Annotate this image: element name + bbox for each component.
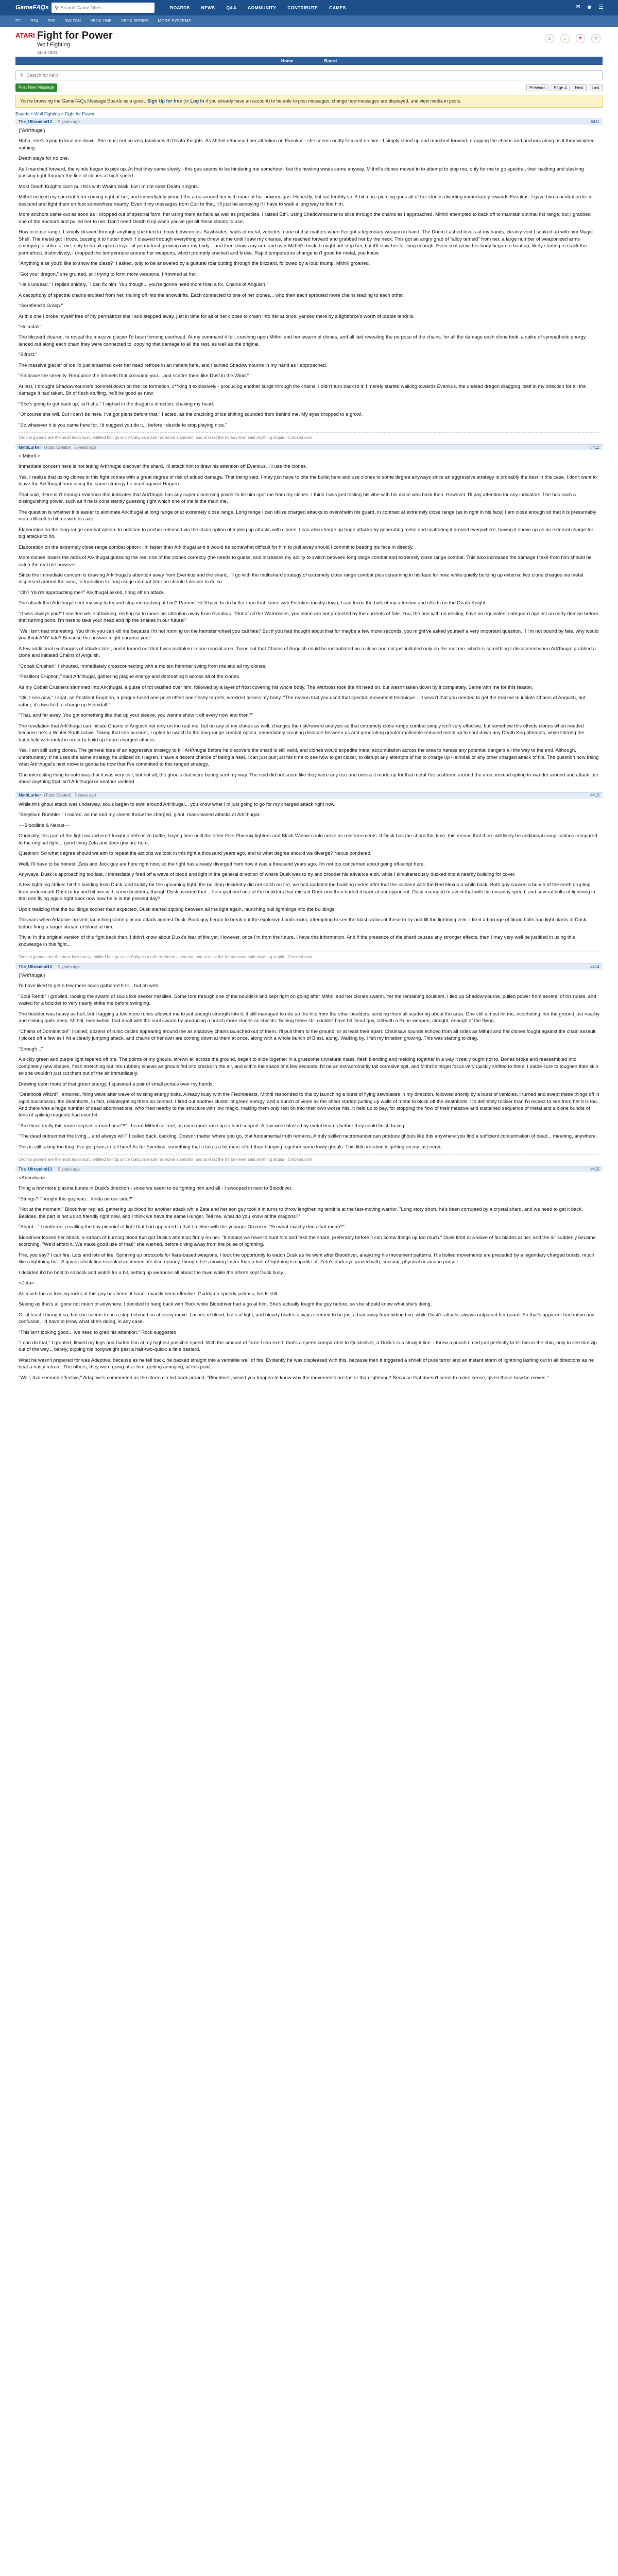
search-icon: ⚲ <box>55 5 58 10</box>
message-paragraph: "Got your dragon," she grunted, still trying to form more weapons. I frowned at her. <box>19 271 197 277</box>
message-paragraph: "Well, that seemed effective," Adaptive's commented as the storm circled back around. "Bloodriver, would you happen to know why the movements are faster than lightning? Because that doesn't seem to make sense, given those how he moves." <box>19 1375 549 1381</box>
message-body <box>15 125 603 443</box>
message-paragraph: The massive glacier of ice I'd just smashed over her head refroze in an instant here, and I tainted Shadowmourne in my hand as I approached. <box>19 362 328 368</box>
topic-creator-tag: (Topic Creator) <box>44 445 72 450</box>
message-paragraph: More anchors came out as soon as I dropped out of spectral form, her using them as flails as well as projectiles. I raised Ethi, using Shadowmourne to slice through the chains as I approached. Mithril attempted to back off to maintain optimal fist range, but I grabbed one of the anchors and pulled her to me. Don't need Death Grip when you've got all these chains to use. <box>19 212 591 225</box>
message-paragraph: "Pestilent Eruption," said Ark'thugal, gathering plague energy and detonating it across all of the clones. <box>19 674 241 680</box>
message-paragraph: "Heimdall." <box>19 324 43 330</box>
message-time: 5 years ago <box>58 1166 80 1172</box>
message-paragraph: At this one I broke myself free of my permafrost shell and stepped away, just in time for all of her clones to crash into her at once, yanked there by a lightforce's worth of purple tendrils. <box>19 313 415 319</box>
message-post <box>15 963 603 1165</box>
message-paragraph: {"Ark'thugal} <box>19 127 45 133</box>
message-paragraph: Yes, I realize that using clones in this fight comes with a great degree of risk of added damage. That being said, I may just have to bite the bullet here and use clones to some degree anyways since an aggressive strategy is probably the best in this case. I don't want to leave the Ark'thugal from using the same strategy he used against Hagren. <box>19 474 597 487</box>
message-author[interactable]: MythLurker <box>19 445 41 450</box>
message-signature: Ordinal gamers are the most ludicrously entitled beings since Caligula made his horse a senator, and at least the horse never said anything stupid - Cracked.com <box>19 432 599 440</box>
message-paragraph: A few lightning strikes hit the building from Dusk, and luckily for the upcoming fight, the building decidedly did not catch on fire, we had updated the building codes after that the incident with the Red Nexus a while back. Both guy caused a bunch of the earth erupting from underneath Dusk to try and hit him with some boulders, though Dusk avoided that... Zeta grabbed one of the boulders that missed Dusk and then hurled it back at our opponent. Dusk managed to avoid that with his uncanny speed, and several bolts of lightning in that one flying again right back now how he is in the present day? <box>19 882 595 902</box>
message-header <box>15 963 603 970</box>
message-paragraph: While this ghoul attack was underway, souls began to swirl around Ark'thugal... you know what I'm just going to go for my charged attack right now. <box>19 801 336 807</box>
nav-community[interactable]: COMMUNITY <box>248 5 277 10</box>
message-paragraph: Since the immediate concern is drawing Ark'thugal's attention away from Evenkus and the shard, I'll go with the multishard strategy of extremely close range combat plus screaming in his face for now, while quietly building up external two clone charges via metal dispersed around the area, to transition to long-range combat later on should I decide to do so. <box>19 572 583 585</box>
message-paragraph: I'd have liked to get a few more souls gathered first... but oh well. <box>19 983 159 989</box>
message-author[interactable]: The_Ultramind13 <box>19 1166 52 1172</box>
message-paragraph: A cacophony of spectral chains erupted from her, trailing off into the snowdrifts. Each connected to one of her clones... who then each sprouted more chains leading to each other. <box>19 292 404 298</box>
message-paragraph: Most Death Knights can't pull this with Wraith Walk, but I'm not most Death Knights. <box>19 183 199 190</box>
home-icon[interactable]: ⌂ <box>545 34 554 43</box>
platform-more[interactable]: MORE SYSTEMS <box>158 19 191 24</box>
sign-up-link[interactable]: Sign Up for free <box>147 98 182 104</box>
message-paragraph: "He's undead," I replied snidely, "I can fix him. You though... you're gonna need more than a fix. Chains of Anguish." <box>19 282 268 288</box>
message-paragraph: This was when Adaptive arrived, launching some plasma attack against Dusk. Buck guy began to break out the explosive bomb rocks, attempting to see the blast radius of these to try and fill the lightning vein. I fired a barrage of blood bolts and light blasts at Dusk, before firing a larger stream of blood at him. <box>19 917 588 930</box>
header-actions <box>545 34 600 43</box>
board-search-placeholder: Search for help <box>26 72 58 78</box>
platform-pc[interactable]: PC <box>15 19 22 24</box>
game-header <box>15 27 603 57</box>
search-icon: ⚲ <box>20 72 24 78</box>
platform-switch[interactable]: SWITCH <box>64 19 81 24</box>
message-paragraph: "Ok, I see now," I spat, as Pestilent Eruption, a plague-fused one-point effect non-fleshy targets, wrecked across my body. "The reason that you used that spectral movement technique... it wasn't that you needed to get the real me to initiate Chains of Anguish, but rather, it's two-fold to charge up Heimdall." <box>19 695 586 708</box>
message-author[interactable]: The_Ultramind13 <box>19 119 52 124</box>
message-paragraph: "The dead outnumber the living... and always will!" I called back, cackling. Doesn't matter where you go, that fundamental truth remains. A truly skilled necromancer can produce ghouls like this anywhere you find a sufficient concentration of dead... meaning, anywhere. <box>19 1133 597 1140</box>
board-toolbar <box>15 83 603 92</box>
message-paragraph: "Oh? You're approaching me?" Ark'thugal asked, tiring off an attack. <box>19 589 165 596</box>
nav-games[interactable]: GAMES <box>329 5 346 10</box>
platform-ps4[interactable]: PS4 <box>30 19 39 24</box>
message-paragraph: Seeing as that's all gone not much of anywhere, I decided to hang back with Rock while Bloodriver had a go at him. She's actually fought the guy before, so she should know what she's doing. <box>19 1301 432 1308</box>
message-number[interactable]: #415 <box>590 1166 599 1172</box>
message-post <box>15 1166 603 1387</box>
message-paragraph: The question is whether it is easier to eliminate Ark'thugal at long range or at extremely close range. Long range I can utilize charged attacks to overwhelm his guard, in contrast at extremely close range (as in right in his face) I am close enough so that it is presumably more difficult to hit me with his axe. <box>19 509 596 522</box>
message-paragraph: Anyways, Dusk is approaching too fast. I immediately fired off a wave of blood and light in the general direction of where Dusk was to try and brooder his advance a bit, while I simultaneously ducked into a nearby building for cover. <box>19 872 516 877</box>
message-paragraph: One interesting thing to note was that it was very evil, but not all, the ghouls that were boring sent my way. The void did not seem like they were any use and unless it made up for that metal I've scattered around the area, instead opting to wander around and attack just about anything that isn't Ark'thugal or another undead. <box>19 772 598 785</box>
message-list <box>15 118 603 1387</box>
message-paragraph: Bloodriver loosed her attack, a stream of burning blood that got Dusk's attention firmly on her. "It means we have to hunt him and take the shard, preferably before it can screw things up too much." Dusk fired at a wave of his blades at her, and the air suddenly became scorching. "We'd afford it. We make good use of that!" she warned, before diving away from the pulse of lightning. <box>19 1234 596 1248</box>
page-title: Fight for Power <box>37 30 113 41</box>
message-paragraph: Upon realizing that the buildings sooner than expected, Dusk started zipping between all the light again, launching bull lightnings into the buildings. <box>19 906 336 912</box>
message-paragraph: Or at least I thought so, but she seems to be a step behind him at every move. Lashes of blood, bolts of light, and bloody blades always seemed to be just a hair away from hitting him, while Dusk's attacks always outpaced her guard. So that's apparent frustration and confusion, I'd have to know what she's doing, in any case. <box>19 1312 595 1325</box>
message-time: 5 years ago <box>58 964 80 969</box>
message-paragraph: I decided it'd be best to sit back and watch for a bit, setting up weapons all about the town while the others kept Dusk busy. <box>19 1269 284 1276</box>
message-paragraph: Question: So what degree should we aim to repeat the actions we took in this fight a thousand years ago, and to what degree should we diverge? Nexus pondered. <box>19 851 372 857</box>
log-in-link[interactable]: Log In <box>190 98 204 104</box>
message-body <box>15 450 603 791</box>
bell-icon[interactable]: ♨ <box>560 34 570 43</box>
message-paragraph: Mithril noticed my spectral form coming right at her, and immediately pinned the area around her with more of her noxious gas. Honestly, but not terribly so. A bit more piercing goes all of her clones diverting immediately towards Evenkus. I gave him a neutral order to descend and fight them on foot somewhere nearby. Even if my messages from Cult to that, it'll just be annoying if I have to walk a long way to find him. <box>19 194 593 207</box>
message-time: 5 years ago <box>74 445 96 450</box>
nav-news[interactable]: NEWS <box>201 5 215 10</box>
message-paragraph: "Deathbolt Witch!" I entoned, firing wave after wave of twisting energy bolts. Already busy with the Flechbeasts, Mithril responded to this by launching a burst of flying sawblades in my direction, followed shortly by a burst of vehicles. I turned and swept these things off in rapid succession, the deathbolts, in fact, disintegrating them on contact. I fired out another cluster of green energy, and a bunch of vines as the sheet started putting up walls of metal to block off the deathbolts. It's definitely trickier than I'd expect to see from her it is too. And there was a huge number of dead abominations, who fired nearby to the structure with low magic, making them only rest on into their own worse hits. It held up to pay, for stopping the flow of their massive and sustained sequence of metal and a clone bundle of tons of spiking reagents had ever hit. <box>19 1092 599 1118</box>
message-paragraph: "Strings? Thought this guy was... kinda on our side?" <box>19 1196 133 1202</box>
message-paragraph: "That, and far away. You got something like that up your sleeve, you wanna show it off every now and then?" <box>19 713 253 719</box>
message-header <box>15 1166 603 1172</box>
message-paragraph: "Bifrost." <box>19 352 38 358</box>
message-body <box>15 970 603 1165</box>
message-paragraph: <Zeta> <box>19 1280 35 1286</box>
message-paragraph: Well, I'll have to be honest. Zeta and Jeck guy are here right now, so the fight has already diverged from how it was a thousand years ago. I'm not too concerned about going off-script here. <box>19 861 425 867</box>
message-header <box>15 792 603 799</box>
message-paragraph: "Of course she will. But I can't be here. I've got plans before that," I acted, as the crackling of ice shifting sounded from behind me. My eyes dropped to a growl. <box>19 412 363 418</box>
message-paragraph: "Cobalt Crusher!" I shouted, immediately crossconnecting with a molten hammer swing from me and all my clones. <box>19 663 267 669</box>
nav-qa[interactable]: Q&A <box>226 5 237 10</box>
site-top-bar <box>0 0 618 15</box>
breadcrumb[interactable]: Boards > Wolf Fighting > Fight for Power <box>15 111 95 116</box>
message-paragraph: A few additional exchanges of attacks later, and it turned out that I was mistaken in one crucial area. Turns out that Chains of Anguish could be instantiated on a clone and not just initiated only on the real me, which is something I discovered when Ark'thugal grabbed a clone and initiated Chains of Anguish. <box>19 646 596 659</box>
message-post <box>15 792 603 962</box>
platform-xbox-one[interactable]: XBOX ONE <box>90 19 112 24</box>
message-author[interactable]: MythLurker <box>19 793 41 798</box>
page-subtitle: Wolf Fighting <box>37 42 70 48</box>
message-paragraph: Originally, this part of the fight was where I fought a defensive battle, buying time until the other Five Phoenix fighters and Black Widow could arrive as reinforcements. If Dusk has the shard this time, this means that there will likely be additional complications compared to the original fight... good thing Zeta and Jeck guy are here. <box>19 833 597 846</box>
topic-creator-tag: (Topic Creator) <box>44 793 72 798</box>
message-paragraph: Elaboration on the long-range combat option. In addition to anchor released via the chain option of tripling up attacks with clones, I can also charge up huge attacks by generating metal and scattering it around everywhere, having it shove up as an external charge for big attacks to hit. <box>19 527 593 540</box>
message-paragraph: "So whatever it is you came here for, I'd suggest you do it... before I decide to stop playing nice." <box>19 422 227 428</box>
top-nav <box>170 5 357 11</box>
message-paragraph: "Soul Rend!" I growled, loosing the swarm of souls like seeker missiles. Some tore through one of the boulders and kept right on going after Mithril and her clones swarm. Yet the remaining boulders, I lied up Shadowmourne, pulled power from several of his runes, and waited for a boulder to very nearly strike me before swinging. <box>19 993 596 1007</box>
next-page-button[interactable]: Next <box>572 84 586 91</box>
message-paragraph: "Embrace the serenity. Renounce the helmets that consume you... and scatter them like Dust in the Wind." <box>19 373 249 379</box>
guest-notice: You're browsing the GameFAQs Message Boards as a guest. Sign Up for free (or Log In if you already have an account) to be able to post messages, change how messages are displayed, and view media in posts. <box>15 95 603 108</box>
message-number[interactable]: #411 <box>590 119 599 124</box>
message-time: 5 years ago <box>74 793 96 798</box>
message-paragraph: "Beryllium Rumbler!" I roared, as me and my clones throw the charged, giant, mass-based attacks at Ark'thugal. <box>19 812 260 818</box>
prev-page-button[interactable]: Previous <box>526 84 548 91</box>
game-search-input[interactable] <box>52 3 154 13</box>
message-signature: Ordinal gamers are the most ludicrously entitled beings since Caligula made his horse a senator, and at least the horse never said anything stupid - Cracked.com <box>19 1154 599 1162</box>
message-paragraph: Firing a few more plasma bursts in Dusk's direction - since we seem to be fighting him and all - I swooped in next to Bloodriver. <box>19 1185 293 1192</box>
message-paragraph: Haha, she's trying to lose me down. She must not be very familiar with Death Knights. As Mithril refocused her attention on Evenkur - she seems oddly focused on him - I simply stood up and marched forward, dragging the chains and anchors along as if they weighed nothing. <box>19 138 595 151</box>
message-author[interactable]: The_Ultramind13 <box>19 964 52 969</box>
message-paragraph: "This isn't looking good... we need to grab his attention," Rock suggested. <box>19 1329 178 1335</box>
message-time: 5 years ago <box>58 119 80 124</box>
message-paragraph: "She's going to get back up, isn't she," I sighed in the dragon's direction, shaking my head. <box>19 401 214 407</box>
message-paragraph: "Are there really this more corpses around here?!" I heard Mithril call out, as even more rose up to lend support. A few were blasted by metal beams before they could finish fusing. <box>19 1123 406 1129</box>
message-body <box>15 799 603 962</box>
message-paragraph: A sickly green and purple light tapered off me. The points of my ghouls, strewn all across the ground, began to slide together in a gruesome unnatural mass, flesh blending and melding together in a way it really ought not to. Bones broke and reassembled into completely new shapes, flesh stretching out into rubbery sinews as ghouls fed into cracks in the air, and within the space of a few seconds, I'd be an extraordinarily tall corrosive spit, and Mithril's target focus very quickly shifted to them. I made sure to toughen their skin so she wouldn't just cut them out of the air immediately. <box>19 1057 598 1077</box>
message-paragraph: {"Ark'thugal} <box>19 972 45 978</box>
board-platform: Atari 2600 <box>37 49 57 55</box>
message-paragraph: The revelation that Ark'thugal can initiate Chains of Anguish not only on the real me, but on any of my clones as well, changes the risk/reward analysis so that extremely close-range combat simply isn't very effective, but somehow this effects clones when needed because he's a Winter Shrift active. Taking that into account, I opted to switch to the long-range combat option, immediately creating distance between us and generating greater malleable reduced metal up to shut down any Death Kirq attempts, while littering the battlefield with metal in order to build up future charged attacks. <box>19 723 585 743</box>
message-paragraph: The attack that Ark'thugal sent my way to try and stop me rushing at him? Parried. He'll have to do better than that, since with Evenkus mostly down, I can focus the bulk of my attention and efforts on the Death Knight. <box>19 600 487 606</box>
message-paragraph: Trivia: In the original version of this fight back then, I didn't know about Dusk's fear of fire yet. However, once I'm from the future, I have this information. And if the presence of the shard causes any stronger effects, then I may very well be justified in using this knowledge in this fight... <box>19 935 575 947</box>
message-post <box>15 118 603 443</box>
message-post <box>15 444 603 791</box>
message-paragraph: "It was always you!" I scolded while attacking, nerfing so to move his attention away from Evenkus. "Out of all the Warbosses, you alone are not protected by the currents of fate. You, the one with no destiny, have no equivalent safeguard against an early demise before that turning point. I'm here to take your head and rip the snakes in our future!" <box>19 611 598 624</box>
platform-bar <box>0 15 618 27</box>
message-paragraph: Drawing upon more of that green energy, I spawned a pair of small portals over my hands. <box>19 1081 214 1087</box>
message-paragraph: "I can do that," I grunted, flexed my legs and hurled him at my highest possible speed. With the amount of force I can exert, that's a speed comparable to Quicksilver, a Dusk's is a straight line. I threw a punch timed just perfectly to hit him in the chin, only to see him zip out of the way... barely, dipping his bodyweight past a hair-two-quick: a little bastard. <box>19 1340 597 1353</box>
nav-boards[interactable]: BOARDS <box>170 5 190 10</box>
last-page-button[interactable]: Last <box>589 84 603 91</box>
message-paragraph: The blizzard cleared, to reveal the massive glacier I'd been forming overhead. At my command it fell, crashing upon Mithril and her swarm of clones, and all laid revealing the purpose of the chains, for all the damage each clone took, a spike of sympathetic energy lanced out along each chain they were connected to, copying that damage to all the rest, as well as the original. <box>19 334 586 347</box>
message-number[interactable]: #413 <box>590 793 599 798</box>
pagination <box>526 84 603 91</box>
publisher-logo[interactable]: ATARI <box>15 31 35 39</box>
message-paragraph: What he wasn't prepared for was Adaptive, because as he fell back, he backed straight into a veritable wall of fire. Evidently he was displeased with this, because then it triggered a shriek of pure terror and an instant storm of lightning lashing out in all directions as he beat a hasty retreat. The others, they were going after him, getting annoying, at this point. <box>19 1357 594 1370</box>
message-paragraph: "Gorefiend's Grasp." <box>19 303 63 309</box>
nav-contribute[interactable]: CONTRIBUTE <box>287 5 318 10</box>
star-icon[interactable]: ☆ <box>591 34 600 43</box>
message-paragraph: "Well isn't that interesting. You think you can kill me because I'm not running on the hamster wheel you call fate? But if you had thought about that for maybe a few more seconds, you might've asked yourself a very important question. If I'm not bound by fate, why would you think ANY fate? Because the answer might surprise you!" <box>19 628 599 641</box>
top-right-icons <box>575 4 604 12</box>
menu-icon[interactable]: ☰ <box>598 4 604 11</box>
message-header <box>15 444 603 450</box>
message-paragraph: Fire, you say? I can fire. Lots and lots of fire. Spinning up protocols for flare-based weapons, I took the opportunity to watch Dusk as he went after Bloodriver, analyzing his movement patterns. His bolted movements are preceded by a legendary charged bursts, much like a lightning bolt. A quick calculation revealed an immediate discrepancy, though; he's moving faster than a bolt of lightning is capable of. Zeta's dark eye grazed with, sensing, physical or arcane pursuit. <box>19 1252 594 1265</box>
heart-icon[interactable]: ♥ <box>576 34 585 43</box>
message-signature: Ordinal gamers are the most ludicrously entitled beings since Caligula made his horse a senator, and at least the horse never said anything stupid - Cracked.com <box>19 952 599 960</box>
message-paragraph: "Enough..." <box>19 1046 43 1052</box>
message-paragraph: Death stays for no one. <box>19 156 70 162</box>
tab-board[interactable]: Board <box>324 58 337 63</box>
message-paragraph: This is still taking too long. I've got plans to tell here! As for Evenkus, something that it takes a bit more effort than bringing together some lowly ghouls. This little irritation is getting on my last nerve. <box>19 1144 443 1150</box>
page-select[interactable]: Page 4 <box>551 84 570 91</box>
message-body <box>15 1172 603 1387</box>
message-paragraph: That said, there isn't enough evidence that indicates that Ark'thugal has any super discerning power to let him spot me from my clones. I think I was just testing his vibe with his mace was back then. However, I'll pay attention for any indicators if he has such a distinguishing power, such as if he is consistently guessing right which one of me is the main me. <box>19 492 576 505</box>
board-search-input[interactable] <box>15 70 603 80</box>
message-paragraph: "Not at the moment," Bloodriver replied, gathering up blood for another attack while Zeta and her son guy took it in turns to throw lengthening tendrils at the fast-moving warrior. "Long story short, he's been corrupted by a crystal shard, and we need to get it back. Besides, the part is not us so friendly right now, and I think we have the same Hunger. Tell me, what do you know of the dragons?" <box>19 1207 583 1219</box>
message-paragraph: At last, I brought Shadowmourne's pommel down on the ice formation, c**king it explosively - producing another surge through the chains. I didn't turn back to it; I merely started walking towards Evenkus, the undead dragon dragging itself in my direction for all the damage it had taken. Bit of flesh-stuffing, he'll be good as new. <box>19 383 586 397</box>
message-number[interactable]: #414 <box>590 964 599 969</box>
message-header <box>15 118 603 125</box>
message-paragraph: Yes, I am still using clones. The general idea of an aggressive strategy to kill Ark'thugal before he discovers the shard is still valid, and clones would expedite metal accumulation across the area to harass any potential dangers all the way to the end. Although, unfortunately, if he uses the same strategy he utilized on Hagren, I have a decent chance of being a heel. I can just pull just his time to see how to get closer, to disrupt any attempts of his to charge up Heimdall or any other charged attack of his. The question now being what Ark'thugal's next move is gonna be now that I've committed to this ranged strategy. <box>19 748 599 768</box>
message-paragraph: "Anything else you'd like to show the class?" I asked, only to be answered by a guttural roar cutting through the blizzard, followed by a loud thump. Mithril groaned. <box>19 261 370 267</box>
message-paragraph: <Abendian> <box>19 1175 45 1181</box>
message-paragraph: As I marched forward, the winds began to pick up. At first they came slowly - this gas seems to be hindering me somehow - but the howling winds came anyway. Mithril's clones moved in to attempt to stop me, only for me to go spectral, their hacking and slashing passing right through the line of clones at high speed. <box>19 166 584 179</box>
page-content <box>15 27 603 1387</box>
site-logo[interactable]: GameFAQs <box>15 4 49 11</box>
message-number[interactable]: #412 <box>590 445 599 450</box>
message-paragraph: As much fun as tossing rocks at this guy has been, it hasn't exactly been effective. Goddamn speedy jackass, holds still. <box>19 1291 279 1297</box>
message-paragraph: How in close range, I simply cleaved through anything she tried to throw between us. Sawblades, walls of metal, vehicles, none of that matters when I've got a legendary weapon in hand. The Doom Lashed levels at my hands, cleanly void I soaked up with him Magic Shell. The metal got I froze, causing it to flutter down. I cleaved through everything she threw at me until I saw my chance, she reached forward and grabbed her by the neck. This got an angry grab of "alloy temeld" from her, a large number of weaponized arms emerging to strike at me, only to break upon a layer of permafrost growing over my body... and then shows my arm and over Mithril's neck. It might not stop her, but it'll slow her for long enough. Even so it grew, her body began to heat up, likely starting to crack the permafrost. Instinctively, I dropped the temperature around her weapons, which promptly cracked and broke. Rapid temperature change isn't good for metal, you know. <box>19 229 593 256</box>
user-icon[interactable]: ☻ <box>586 4 593 11</box>
platform-xbox-series[interactable]: XBOX SERIES <box>121 19 149 24</box>
platform-ps5[interactable]: PS5 <box>47 19 56 24</box>
message-paragraph: Immediate concern here is not letting Ark'thugal discover the shard. I'll attack him to draw his attention off Evenkus. I'll use the clones. <box>19 464 307 470</box>
message-paragraph: As my Cobalt Crushers slammed into Ark'thugal, a pulse of rot washed over him, followed by a layer of frost covering his whole body. The Warboss took the hit head on, but wasn't taken down by it completely. Same with me for this reason. <box>19 684 534 690</box>
message-paragraph: The boulder was heavy as hell, but I tagging a few more runes allowed me to put enough strength into it, it still managed to ride up the hits from the other boulders, sending them all scattering about the area. One still almost hit me, ricocheting into the ground just nearby and sinking quite deep. Mithril, meanwhile, had dealt with the soul swarm by producing a bunch more clones as shields. Seeing those still couldn't have hit Dead guy, still with a Rune weapon, straight, enough of the flying. <box>19 1011 599 1024</box>
message-paragraph: More clones lowers the odds of Ark'thugal guessing the real one of the clones correctly (the needs to guess, and increases my ability to switch between long range combat and extremely close range combat. This also increases the damage I take from him should he catch the real me however. <box>19 555 592 568</box>
message-paragraph: < Mithril > <box>19 453 40 459</box>
message-paragraph: "Shard..." I muttered, recalling the tiny pinpoint of light that had appeared in that timeline with the younger Orcrusm. "So what exactly does that mean?" <box>19 1224 345 1230</box>
message-paragraph: ~~Bloodline & Nexus~~ <box>19 822 70 828</box>
game-search-placeholder: Search Game Titles <box>60 5 101 10</box>
tab-home[interactable]: Home <box>281 58 294 63</box>
message-paragraph: "Chains of Domination!" I called, dozens of runic circles appearing around me as shadowy chains launched out of them. I'll pull them to the ground, or at least their apart. Chainsaw sounds echoed from all sides as Mithril and her clones fought against the chain assault. I picked off a few as I hit a clearly jumping attack, and chains of her own are coming down at them at once, along with a whole bunch of Blast, along. Walking by, I felt my irritation growing. This was starting to drag. <box>19 1028 597 1042</box>
post-new-message-button[interactable]: Post New Message <box>15 83 57 91</box>
message-paragraph: Elaboration on the extremely close range combat option: I'm faster than Ark'thugal and it would be somewhat difficult for him to pull away should I commit to beating his face in directly. <box>19 544 414 550</box>
notifications-icon[interactable]: ✉ <box>575 4 580 11</box>
board-tabs <box>15 57 603 65</box>
